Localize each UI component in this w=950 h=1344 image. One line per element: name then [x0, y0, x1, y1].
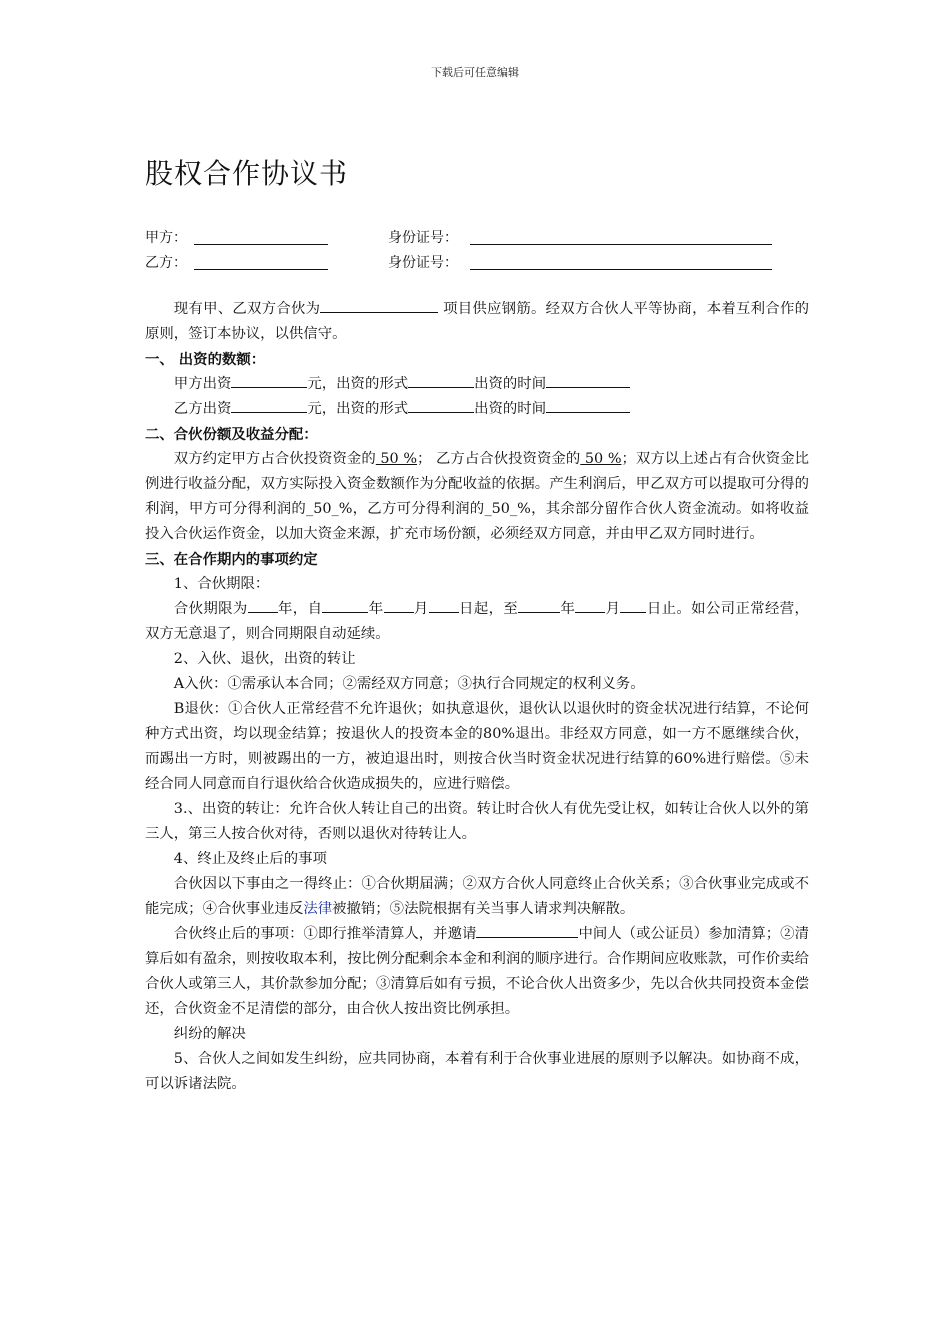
term-text-2: 年，自 [277, 601, 323, 617]
join-exit-title: 2、入伙、退伙，出资的转让 [173, 651, 356, 667]
exit-clause: B退伙：①合伙人正常经营不允许退伙；如执意退伙，退伙认以退伙时的资金状况进行结算，不论何种方式出资，均以现金结算；按退伙人的投资本金的80%退出。非经双方同意，如一方不愿继续合伙，而踢出一方时，则被踢出的一方，被迫退出时，则按合伙当时资金状况进行结算的60%进行赔偿。⑤未经合同人同意而自行退伙给合伙造成损失的，应进行赔偿。 [145, 701, 809, 792]
term-text-7: 月 [605, 601, 621, 617]
party-b-label: 乙方： [145, 255, 187, 271]
document-title: 股权合作协议书 [145, 157, 349, 190]
law-link[interactable]: 法律 [303, 901, 333, 917]
share-text-4: ，乙方可分得利润的 [352, 501, 485, 517]
section2-heading: 二、合伙份额及收益分配： [145, 426, 318, 443]
transfer-clause: 3.、出资的转让：允许合伙人转让自己的出资。转让时合伙人有优先受让权，如转让合伙人以外的第三人，第三人按合伙对待，否则以退伙对待转让人。 [145, 801, 809, 842]
contribution-b-amount-blank[interactable] [231, 397, 307, 413]
term-text-5: 日起，至 [458, 601, 519, 617]
header-note: 下载后可任意编辑 [431, 66, 519, 79]
contribution-b-time-label: 出资的时间 [474, 401, 547, 417]
party-a-id-label: 身份证号： [388, 230, 458, 246]
contribution-a-form-label: 元，出资的形式 [307, 376, 409, 392]
party-a-row [145, 226, 825, 251]
agreement-body [145, 297, 809, 1097]
contribution-a-time-blank[interactable] [546, 372, 630, 388]
contribution-b-form-blank[interactable] [408, 397, 474, 413]
end-month-blank[interactable] [575, 597, 605, 613]
party-a-share-value: 50 % [375, 451, 417, 467]
contribution-b-label: 乙方出资 [173, 401, 232, 417]
section3-heading: 三、在合作期内的事项约定 [145, 551, 318, 568]
party-b-contribution [145, 397, 809, 422]
party-a-profit-value: _50_% [306, 501, 353, 517]
section1-heading: 一、 出资的数额： [145, 351, 266, 368]
party-a-label: 甲方： [145, 230, 187, 246]
share-text-3: ；双方以上述占有合伙资金比例进行收益分配，双方实际投入资金数额作为分配收益的依据。产生利润后，甲乙双方可以提取可分得的利润，甲方可分得利润的 [145, 451, 810, 517]
share-text-5: ，其余部分留作合伙人资金流动。如将收益投入合伙运作资金，以加大资金来源，扩充市场份额，必须经双方同意，并由甲乙双方同时进行。 [145, 501, 809, 542]
party-a-name-field[interactable] [194, 232, 328, 245]
end-year-blank[interactable] [518, 597, 560, 613]
intro-text-1: 现有甲、乙双方合伙为 [173, 301, 321, 317]
dispute-paragraph: 5、合伙人之间如发生纠纷，应共同协商，本着有利于合伙事业进展的原则予以解决。如协商不成，可以诉诸法院。 [145, 1051, 809, 1092]
party-b-id-label: 身份证号： [388, 255, 458, 271]
contribution-b-time-blank[interactable] [546, 397, 630, 413]
post-termination-text-1: 合伙终止后的事项：①即行推举清算人，并邀请 [173, 926, 477, 942]
party-a-contribution [145, 372, 809, 397]
term-text-6: 年 [560, 601, 576, 617]
intro-text-2: 项目供应钢筋。经双方合伙人平等协商，本着互利合作的原则，签订本协议，以供信守。 [145, 301, 809, 342]
term-paragraph [145, 597, 809, 647]
term-title: 1、合伙期限： [173, 576, 270, 592]
start-month-blank[interactable] [384, 597, 414, 613]
termination-text-2: 被撤销；⑤法院根据有关当事人请求判决解散。 [332, 901, 635, 917]
start-year-blank[interactable] [322, 597, 368, 613]
start-day-blank[interactable] [429, 597, 459, 613]
intro-paragraph [145, 297, 809, 347]
dispute-title: 纠纷的解决 [173, 1026, 246, 1042]
contribution-a-label: 甲方出资 [173, 376, 232, 392]
contribution-a-amount-blank[interactable] [231, 372, 307, 388]
join-clause: A入伙：①需承认本合同；②需经双方同意；③执行合同规定的权利义务。 [173, 676, 645, 692]
contribution-a-form-blank[interactable] [408, 372, 474, 388]
party-a-id-field[interactable] [470, 232, 772, 245]
project-blank[interactable] [320, 297, 438, 313]
contribution-b-form-label: 元，出资的形式 [307, 401, 409, 417]
term-text-3: 年 [368, 601, 384, 617]
intermediary-blank[interactable] [476, 922, 578, 938]
post-termination-text-2: 中间人（或公证员）参加清算；②清算后如有盈余，则按收取本利，按比例分配剩余本金和利润的顺序进行。合作期间应收账款，可作价卖给合伙人或第三人，其价款参加分配；③清算后如有亏损，不论合伙人出资多少，先以合伙共同投资本金偿还，合伙资金不足清偿的部分，由合伙人按出资比例承担。 [145, 926, 809, 1017]
share-text-1: 双方约定甲方占合伙投资资金的 [173, 451, 376, 467]
termination-title: 4、终止及终止后的事项 [173, 851, 327, 867]
termination-text-1: 合伙因以下事由之一得终止：①合伙期届满；②双方合伙人同意终止合伙关系；③合伙事业完成或不能完成；④合伙事业违反 [145, 876, 809, 917]
term-years-blank[interactable] [248, 597, 278, 613]
term-text-1: 合伙期限为 [173, 601, 248, 617]
party-b-id-field[interactable] [470, 257, 772, 270]
contribution-a-time-label: 出资的时间 [474, 376, 547, 392]
term-text-8: 日止。如公司正常经营，双方无意退了，则合同期限自动延续。 [145, 601, 809, 642]
profit-share-paragraph [145, 447, 809, 547]
term-text-4: 月 [413, 601, 429, 617]
party-b-profit-value: _50_% [484, 501, 531, 517]
end-day-blank[interactable] [620, 597, 646, 613]
termination-paragraph [145, 872, 809, 922]
parties-block [145, 226, 825, 276]
party-b-share-value: 50 % [580, 451, 622, 467]
party-b-row [145, 251, 825, 276]
post-termination-paragraph [145, 922, 809, 1022]
party-b-name-field[interactable] [194, 257, 328, 270]
share-text-2: ； 乙方占合伙投资资金的 [417, 451, 581, 467]
